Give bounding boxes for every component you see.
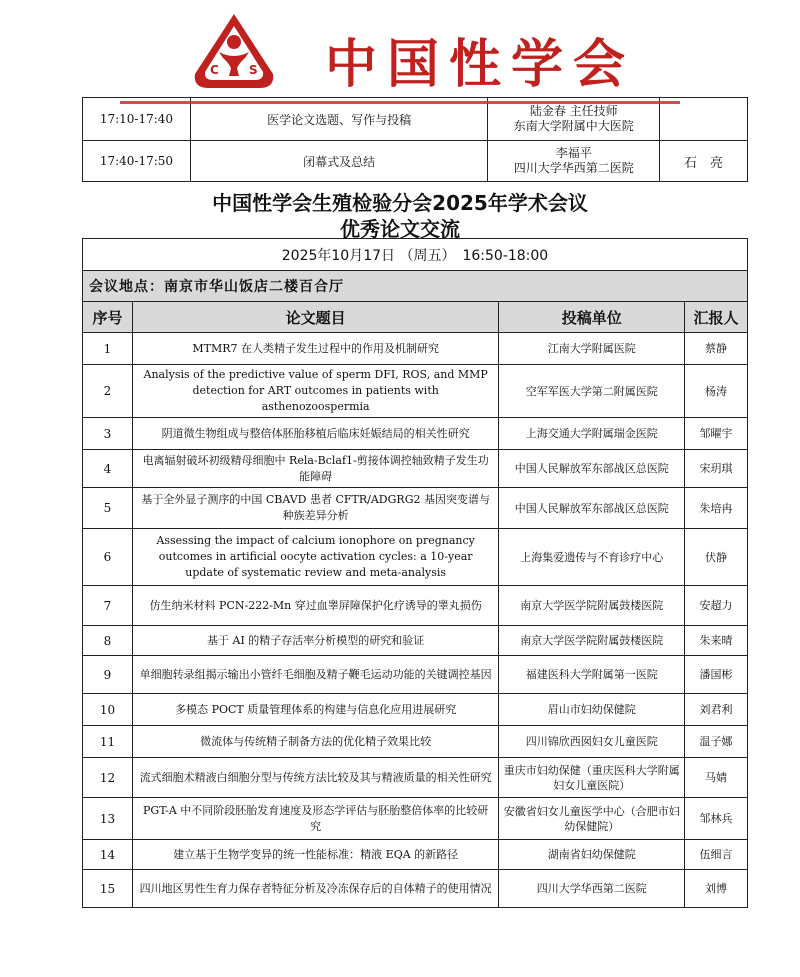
table-row xyxy=(83,758,748,798)
speaker-affiliation: 四川大学华西第二医院 xyxy=(513,161,634,175)
paper-number: 8 xyxy=(83,626,133,656)
table-row xyxy=(83,450,748,488)
paper-title: 基于 AI 的精子存活率分析模型的研究和验证 xyxy=(132,626,498,656)
paper-title: 微流体与传统精子制备方法的优化精子效果比较 xyxy=(132,726,498,758)
col-header-unit: 投稿单位 xyxy=(499,302,685,333)
date-row xyxy=(83,239,748,271)
paper-unit: 上海集爱遗传与不育诊疗中心 xyxy=(499,529,685,586)
table-row xyxy=(83,626,748,656)
paper-number: 6 xyxy=(83,529,133,586)
paper-number: 7 xyxy=(83,586,133,626)
paper-number: 11 xyxy=(83,726,133,758)
topic-cell: 医学论文选题、写作与投稿 xyxy=(190,98,488,141)
paper-number: 10 xyxy=(83,694,133,726)
col-header-no: 序号 xyxy=(83,302,133,333)
paper-unit: 重庆市妇幼保健（重庆医科大学附属妇女儿童医院） xyxy=(499,758,685,798)
table-row xyxy=(83,141,748,182)
col-header-title: 论文题目 xyxy=(132,302,498,333)
speaker-name: 陆金春 主任技师 xyxy=(529,104,618,118)
papers-table xyxy=(82,238,748,908)
paper-title: 流式细胞术精液白细胞分型与传统方法比较及其与精液质量的相关性研究 xyxy=(132,758,498,798)
paper-reporter: 杨涛 xyxy=(685,365,748,418)
table-row xyxy=(83,488,748,529)
paper-unit: 福建医科大学附属第一医院 xyxy=(499,656,685,694)
venue-row xyxy=(83,271,748,302)
table-row xyxy=(83,418,748,450)
time-cell: 17:40-17:50 xyxy=(83,141,191,182)
conference-title: 中国性学会生殖检验分会2025年学术会议 xyxy=(212,191,588,215)
paper-number: 1 xyxy=(83,333,133,365)
speaker-name: 李福平 xyxy=(555,146,592,160)
topic-cell: 闭幕式及总结 xyxy=(190,141,488,182)
paper-rows xyxy=(83,333,748,908)
table-row xyxy=(83,726,748,758)
paper-reporter: 温子娜 xyxy=(685,726,748,758)
header-divider xyxy=(120,101,680,104)
society-logo xyxy=(193,12,275,90)
table-row xyxy=(83,656,748,694)
session-venue: 会议地点：南京市华山饭店二楼百合厅 xyxy=(83,271,748,302)
header-row xyxy=(83,302,748,333)
paper-title: Assessing the impact of calcium ionophore on pregnancy outcomes in artificial oocyte activation cycles: a 10-year update of systematic review and meta-analysis xyxy=(132,529,498,586)
paper-reporter: 刘君利 xyxy=(685,694,748,726)
paper-reporter: 蔡静 xyxy=(685,333,748,365)
paper-reporter: 安超力 xyxy=(685,586,748,626)
paper-unit: 南京大学医学院附属鼓楼医院 xyxy=(499,626,685,656)
paper-unit: 中国人民解放军东部战区总医院 xyxy=(499,450,685,488)
letterhead xyxy=(0,0,800,100)
paper-title: MTMR7 在人类精子发生过程中的作用及机制研究 xyxy=(132,333,498,365)
paper-title: 建立基于生物学变异的统一性能标准：精液 EQA 的新路径 xyxy=(132,840,498,870)
paper-number: 5 xyxy=(83,488,133,529)
table-row xyxy=(83,529,748,586)
table-row xyxy=(83,333,748,365)
paper-unit: 眉山市妇幼保健院 xyxy=(499,694,685,726)
paper-unit: 南京大学医学院附属鼓楼医院 xyxy=(499,586,685,626)
paper-reporter: 朱来晴 xyxy=(685,626,748,656)
paper-unit: 中国人民解放军东部战区总医院 xyxy=(499,488,685,529)
svg-text:C: C xyxy=(210,63,219,77)
paper-reporter: 宋玥琪 xyxy=(685,450,748,488)
paper-number: 14 xyxy=(83,840,133,870)
table-row xyxy=(83,840,748,870)
table-row xyxy=(83,365,748,418)
paper-title: 电离辐射破坏初级精母细胞中 Rela-Bclaf1-剪接体调控轴致精子发生功能障碍 xyxy=(132,450,498,488)
paper-unit: 四川大学华西第二医院 xyxy=(499,870,685,908)
paper-unit: 湖南省妇幼保健院 xyxy=(499,840,685,870)
paper-title: 基于全外显子测序的中国 CBAVD 患者 CFTR/ADGRG2 基因突变谱与种族差异分析 xyxy=(132,488,498,529)
schedule-table xyxy=(82,97,748,182)
table-row xyxy=(83,694,748,726)
paper-reporter: 邹林兵 xyxy=(685,798,748,840)
brand-title: 中国性学会 xyxy=(325,34,636,95)
session-date: 2025年10月17日 （周五） 16:50-18:00 xyxy=(83,239,748,271)
paper-unit: 江南大学附属医院 xyxy=(499,333,685,365)
paper-number: 9 xyxy=(83,656,133,694)
svg-text:S: S xyxy=(249,63,258,77)
paper-unit: 安徽省妇女儿童医学中心（合肥市妇幼保健院） xyxy=(499,798,685,840)
paper-reporter: 伏静 xyxy=(685,529,748,586)
paper-reporter: 刘博 xyxy=(685,870,748,908)
host-cell: 石 亮 xyxy=(660,141,748,182)
paper-reporter: 马婧 xyxy=(685,758,748,798)
time-cell: 17:10-17:40 xyxy=(83,98,191,141)
paper-unit: 四川锦欣西囡妇女儿童医院 xyxy=(499,726,685,758)
paper-number: 12 xyxy=(83,758,133,798)
paper-title: 单细胞转录组揭示输出小管纤毛细胞及精子鞭毛运动功能的关键调控基因 xyxy=(132,656,498,694)
paper-reporter: 潘国彬 xyxy=(685,656,748,694)
paper-unit: 上海交通大学附属瑞金医院 xyxy=(499,418,685,450)
speaker-affiliation: 东南大学附属中大医院 xyxy=(513,119,634,133)
paper-reporter: 朱培冉 xyxy=(685,488,748,529)
table-row xyxy=(83,586,748,626)
paper-number: 13 xyxy=(83,798,133,840)
paper-title: Analysis of the predictive value of sperm DFI, ROS, and MMP detection for ART outcomes in patients with asthenozoospermia xyxy=(132,365,498,418)
speaker-cell xyxy=(488,141,660,182)
table-row xyxy=(83,870,748,908)
paper-number: 15 xyxy=(83,870,133,908)
col-header-reporter: 汇报人 xyxy=(685,302,748,333)
paper-number: 3 xyxy=(83,418,133,450)
paper-unit: 空军军医大学第二附属医院 xyxy=(499,365,685,418)
paper-number: 2 xyxy=(83,365,133,418)
table-row xyxy=(83,798,748,840)
paper-reporter: 邹曜宇 xyxy=(685,418,748,450)
paper-title: 仿生纳米材料 PCN-222-Mn 穿过血睾屏障保护化疗诱导的睾丸损伤 xyxy=(132,586,498,626)
paper-title: 多模态 POCT 质量管理体系的构建与信息化应用进展研究 xyxy=(132,694,498,726)
paper-title: PGT-A 中不同阶段胚胎发育速度及形态学评估与胚胎整倍体率的比较研究 xyxy=(132,798,498,840)
paper-title: 四川地区男性生育力保存者特征分析及冷冻保存后的自体精子的使用情况 xyxy=(132,870,498,908)
paper-number: 4 xyxy=(83,450,133,488)
paper-title: 阴道微生物组成与整倍体胚胎移植后临床妊娠结局的相关性研究 xyxy=(132,418,498,450)
paper-reporter: 伍细言 xyxy=(685,840,748,870)
conference-subtitle: 优秀论文交流 xyxy=(340,217,460,241)
